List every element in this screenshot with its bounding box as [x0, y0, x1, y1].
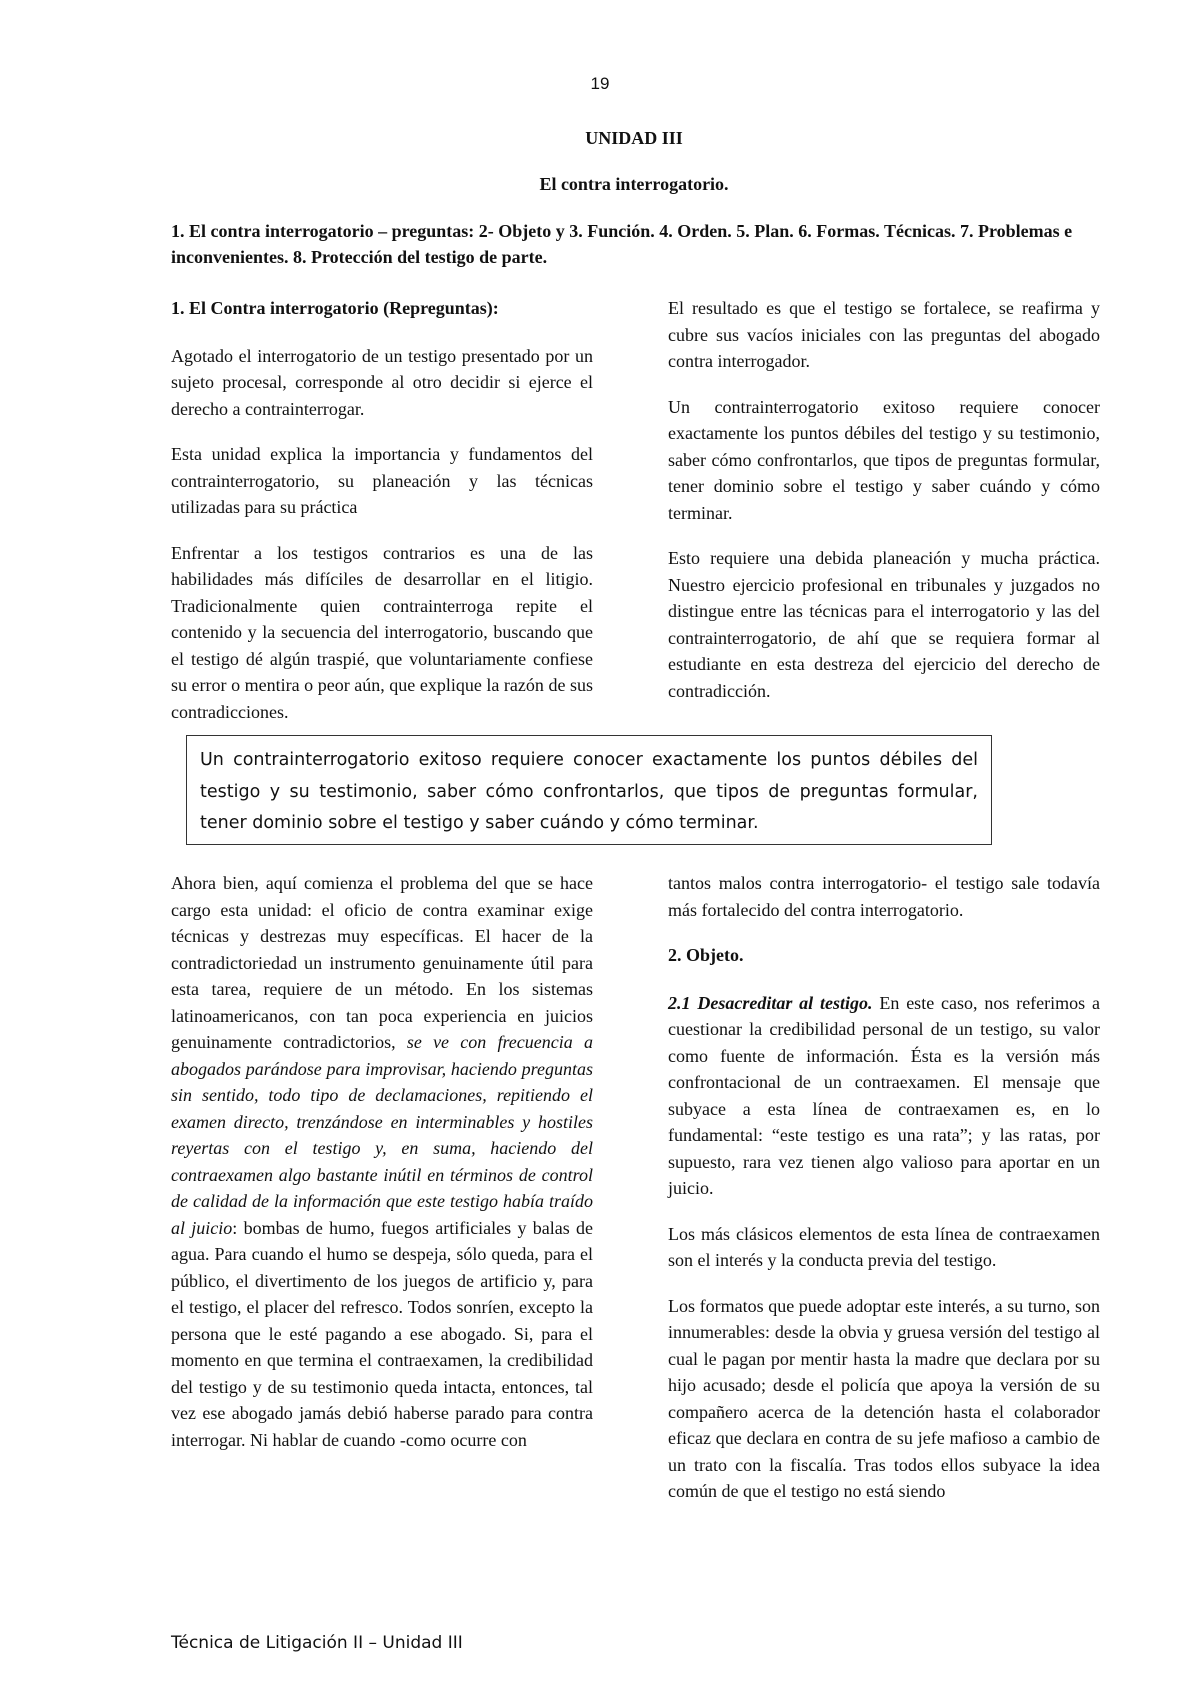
right-column-bottom — [668, 870, 1100, 1524]
left-column-top — [171, 295, 593, 744]
page-number: 19 — [590, 74, 610, 93]
paragraph-text: En este caso, nos referimos a cuestionar la credibilidad personal de un testigo, su valor como fuente de información. Ésta es la versión más confrontacional de un contraexamen. El mensaje que subyace a esta línea de contraexamen es, en lo fundamental: “este testigo es una rata”; y las ratas, por supuesto, rara vez tienen algo valioso para aportar en un juicio. — [668, 992, 1100, 1198]
paragraph: Esta unidad explica la importancia y fundamentos del contrainterrogatorio, su planeación y las técnicas utilizadas para su práctica — [171, 444, 593, 517]
paragraph: Esto requiere una debida planeación y mucha práctica. Nuestro ejercicio profesional en tribunales y juzgados no distingue entre las técnicas para el interrogatorio y las del contrainterrogatorio, de ahí que se requiera formar al estudiante en esta destreza del ejercicio del derecho de contradicción. — [668, 548, 1100, 701]
right-column-top — [668, 295, 1100, 723]
paragraph: Agotado el interrogatorio de un testigo presentado por un sujeto procesal, corresponde al otro decidir si ejerce el derecho a contrainterrogar. — [171, 345, 593, 419]
callout-box: Un contrainterrogatorio exitoso requiere conocer exactamente los puntos débiles del testigo y su testimonio, saber cómo confrontarlos, que tipos de preguntas formular, tener dominio sobre el testigo y saber cuándo y cómo terminar. — [186, 735, 992, 845]
paragraph-text: : bombas de humo, fuegos artificiales y balas de agua. Para cuando el humo se despeja, sólo queda, para el público, el divertimento de los juegos de artificio y, para el testigo, el placer del refresco. Todos sonríen, excepto la persona que le esté pagando a ese abogado. Si, para el momento en que termina el contraexamen, la credibilidad del testigo y de su testimonio queda intacta, entonces, tal vez ese abogado jamás debió haberse parado para contra interrogar. Ni hablar de cuando -como ocurre con — [171, 1217, 594, 1450]
subheading-desacreditar: 2.1 Desacreditar al testigo. — [668, 992, 873, 1013]
section-title: El contra interrogatorio. — [539, 174, 729, 194]
unit-title: UNIDAD III — [585, 128, 683, 148]
left-column-bottom — [171, 870, 593, 1472]
heading-objeto: 2. Objeto. — [668, 945, 744, 965]
paragraph — [171, 870, 593, 1453]
italic-quote: se ve con frecuencia a abogados parándose para improvisar, haciendo preguntas sin sentido, todo tipo de declamaciones, repitiendo el examen directo, trenzándose en interminables y hostiles reyertas con el testigo y, en suma, haciendo del contraexamen algo bastante inútil en términos de control de calidad de la información que este testigo había traído al juicio — [171, 1032, 593, 1238]
paragraph: Los formatos que puede adoptar este interés, a su turno, son innumerables: desde la obvia y gruesa versión del testigo al cual le pagan por mentir hasta la madre que declara por su hijo acusado; desde el policía que apoya la versión de su compañero acerca de la detención hasta el colaborador eficaz que declara en contra de su jefe mafioso a cambio de un trato con la fiscalía. Tras todos ellos subyace la idea común de que el testigo no está siendo — [668, 1295, 1100, 1501]
paragraph — [668, 990, 1100, 1202]
heading-contra-interrogatorio: 1. El Contra interrogatorio (Repreguntas): — [171, 298, 499, 318]
paragraph: tantos malos contra interrogatorio- el testigo sale todavía más fortalecido del contra interrogatorio. — [668, 873, 1100, 920]
paragraph-text: Ahora bien, aquí comienza el problema del que se hace cargo esta unidad: el oficio de contra examinar exige técnicas y destrezas muy específicas. El hacer de la contradictoriedad un instrumento genuinamente útil para esta tarea, requiere de un método. En los sistemas latinoamericanos, con tan poca experiencia en juicios genuinamente contradictorios, — [171, 873, 593, 1052]
paragraph: Enfrentar a los testigos contrarios es una de las habilidades más difíciles de desarrollar en el litigio. Tradicionalmente quien contrainterroga repite el contenido y la secuencia del interrogatorio, buscando que el testigo dé algún traspié, que voluntariamente confiese su error o mentira o peor aún, que explique la razón de sus contradicciones. — [171, 542, 593, 722]
paragraph: El resultado es que el testigo se fortalece, se reafirma y cubre sus vacíos iniciales con las preguntas del abogado contra interrogador. — [668, 298, 1100, 371]
unit-summary: 1. El contra interrogatorio – preguntas: 2- Objeto y 3. Función. 4. Orden. 5. Plan. 6. Formas. Técnicas. 7. Problemas e inconvenientes. 8. Protección del testigo de parte. — [171, 221, 1073, 267]
paragraph: Un contrainterrogatorio exitoso requiere conocer exactamente los puntos débiles del testigo y su testimonio, saber cómo confrontarlos, que tipos de preguntas formular, tener dominio sobre el testigo y saber cuándo y cómo terminar. — [668, 396, 1100, 523]
paragraph: Los más clásicos elementos de esta línea de contraexamen son el interés y la conducta previa del testigo. — [668, 1223, 1100, 1270]
page-footer: Técnica de Litigación II – Unidad III — [171, 1633, 463, 1653]
